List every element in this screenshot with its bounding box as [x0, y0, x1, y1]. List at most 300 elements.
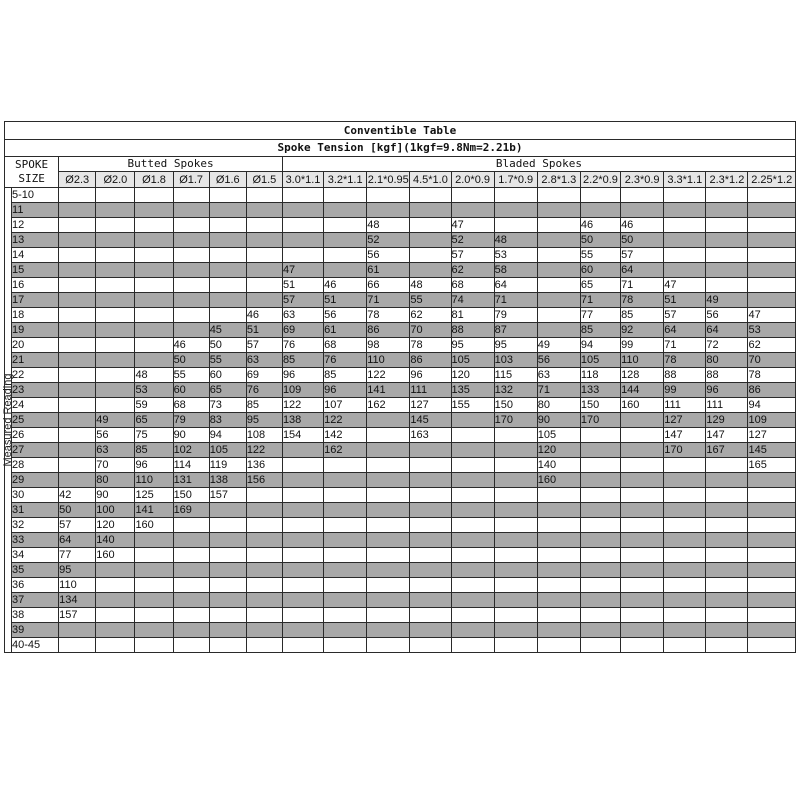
table-cell — [367, 473, 410, 488]
table-cell — [494, 218, 537, 233]
table-cell — [410, 623, 451, 638]
table-cell — [621, 503, 664, 518]
row-label: 19 — [12, 323, 59, 338]
column-header: 2.25*1.2 — [748, 172, 796, 188]
table-row — [5, 218, 796, 233]
table-cell: 85 — [324, 368, 367, 383]
table-cell — [621, 533, 664, 548]
table-cell — [494, 533, 537, 548]
table-cell — [494, 203, 537, 218]
table-cell — [246, 203, 282, 218]
table-cell — [367, 593, 410, 608]
column-header: 2.3*1.2 — [706, 172, 748, 188]
table-cell — [173, 308, 209, 323]
table-cell: 163 — [410, 428, 451, 443]
table-cell — [621, 203, 664, 218]
table-cell — [706, 488, 748, 503]
table-cell: 133 — [580, 383, 620, 398]
table-cell: 76 — [282, 338, 323, 353]
table-cell: 88 — [706, 368, 748, 383]
table-cell — [748, 473, 796, 488]
table-cell — [324, 458, 367, 473]
table-cell — [748, 593, 796, 608]
table-cell — [96, 353, 135, 368]
table-cell — [410, 188, 451, 203]
table-cell: 48 — [135, 368, 173, 383]
table-cell — [59, 428, 96, 443]
column-header: Ø1.8 — [135, 172, 173, 188]
row-label: 5-10 — [12, 188, 59, 203]
table-cell — [664, 593, 706, 608]
table-cell — [324, 548, 367, 563]
table-cell: 103 — [494, 353, 537, 368]
table-cell: 111 — [410, 383, 451, 398]
table-cell: 48 — [367, 218, 410, 233]
table-cell — [246, 233, 282, 248]
row-label: 40-45 — [12, 638, 59, 653]
table-cell — [748, 203, 796, 218]
table-cell — [748, 263, 796, 278]
table-cell — [173, 518, 209, 533]
table-cell: 109 — [748, 413, 796, 428]
table-cell: 57 — [664, 308, 706, 323]
table-cell — [537, 623, 580, 638]
table-row — [5, 383, 796, 398]
column-header: 4.5*1.0 — [410, 172, 451, 188]
table-cell: 122 — [367, 368, 410, 383]
table-cell — [451, 488, 494, 503]
table-cell: 167 — [706, 443, 748, 458]
table-cell — [410, 638, 451, 653]
table-cell — [537, 563, 580, 578]
table-cell — [135, 293, 173, 308]
table-row — [5, 278, 796, 293]
table-cell — [706, 518, 748, 533]
table-cell — [59, 458, 96, 473]
table-cell — [173, 593, 209, 608]
table-cell — [706, 503, 748, 518]
table-cell: 70 — [748, 353, 796, 368]
row-label: 35 — [12, 563, 59, 578]
table-cell — [367, 428, 410, 443]
table-row — [5, 638, 796, 653]
table-cell — [580, 563, 620, 578]
table-cell — [324, 578, 367, 593]
table-cell — [537, 233, 580, 248]
table-cell — [324, 563, 367, 578]
table-row — [5, 263, 796, 278]
table-cell — [410, 458, 451, 473]
table-cell — [246, 293, 282, 308]
table-cell — [209, 533, 246, 548]
table-cell — [173, 278, 209, 293]
table-cell — [451, 593, 494, 608]
table-cell: 157 — [59, 608, 96, 623]
table-cell — [324, 608, 367, 623]
table-cell: 145 — [748, 443, 796, 458]
table-cell: 110 — [135, 473, 173, 488]
table-cell — [580, 548, 620, 563]
table-cell: 56 — [367, 248, 410, 263]
table-cell — [537, 518, 580, 533]
table-cell — [580, 623, 620, 638]
table-cell: 77 — [59, 548, 96, 563]
table-cell — [96, 323, 135, 338]
table-cell — [59, 368, 96, 383]
table-cell — [282, 473, 323, 488]
table-cell: 147 — [706, 428, 748, 443]
table-cell — [96, 383, 135, 398]
table-cell — [537, 263, 580, 278]
table-cell: 127 — [410, 398, 451, 413]
table-cell — [664, 548, 706, 563]
table-cell: 120 — [96, 518, 135, 533]
table-cell — [59, 233, 96, 248]
table-cell — [748, 278, 796, 293]
table-cell: 55 — [209, 353, 246, 368]
table-cell — [664, 263, 706, 278]
table-cell — [580, 578, 620, 593]
table-cell: 92 — [621, 323, 664, 338]
table-row — [5, 203, 796, 218]
table-cell — [494, 623, 537, 638]
table-cell — [451, 428, 494, 443]
table-cell — [96, 368, 135, 383]
table-cell — [96, 563, 135, 578]
table-cell — [451, 548, 494, 563]
table-cell: 69 — [282, 323, 323, 338]
table-cell: 85 — [580, 323, 620, 338]
table-cell: 66 — [367, 278, 410, 293]
table-cell: 76 — [324, 353, 367, 368]
table-cell — [135, 218, 173, 233]
table-cell: 165 — [748, 458, 796, 473]
table-cell: 160 — [135, 518, 173, 533]
table-cell — [209, 503, 246, 518]
table-cell — [173, 263, 209, 278]
table-cell — [664, 458, 706, 473]
table-cell — [59, 623, 96, 638]
table-cell — [282, 548, 323, 563]
table-cell: 62 — [748, 338, 796, 353]
table-cell: 78 — [748, 368, 796, 383]
table-cell — [173, 638, 209, 653]
table-cell: 60 — [173, 383, 209, 398]
table-cell: 76 — [246, 383, 282, 398]
table-cell: 95 — [59, 563, 96, 578]
table-cell — [494, 443, 537, 458]
table-cell: 63 — [537, 368, 580, 383]
row-label: 29 — [12, 473, 59, 488]
table-cell — [537, 578, 580, 593]
table-cell: 114 — [173, 458, 209, 473]
table-cell — [451, 638, 494, 653]
table-cell — [173, 623, 209, 638]
table-cell — [537, 248, 580, 263]
table-cell — [135, 248, 173, 263]
table-cell — [664, 608, 706, 623]
table-cell: 90 — [173, 428, 209, 443]
table-cell — [96, 278, 135, 293]
table-cell — [664, 188, 706, 203]
table-cell — [410, 518, 451, 533]
table-cell: 65 — [209, 383, 246, 398]
table-cell — [706, 263, 748, 278]
table-cell — [246, 623, 282, 638]
column-header: 3.2*1.1 — [324, 172, 367, 188]
table-cell — [706, 188, 748, 203]
table-cell: 86 — [748, 383, 796, 398]
table-row — [5, 548, 796, 563]
table-cell: 63 — [282, 308, 323, 323]
table-cell: 68 — [173, 398, 209, 413]
table-cell: 52 — [367, 233, 410, 248]
table-cell — [246, 263, 282, 278]
column-header: Ø2.3 — [59, 172, 96, 188]
table-cell — [580, 203, 620, 218]
table-cell — [621, 458, 664, 473]
table-cell — [748, 578, 796, 593]
table-cell: 105 — [451, 353, 494, 368]
table-cell — [494, 593, 537, 608]
bladed-spokes-header: Bladed Spokes — [282, 157, 795, 172]
table-cell — [621, 608, 664, 623]
table-cell — [282, 518, 323, 533]
measured-reading-axis — [2, 188, 14, 653]
table-cell: 122 — [282, 398, 323, 413]
table-cell: 56 — [324, 308, 367, 323]
table-cell — [621, 443, 664, 458]
table-cell — [59, 203, 96, 218]
table-cell — [410, 443, 451, 458]
table-cell: 56 — [96, 428, 135, 443]
table-cell: 170 — [664, 443, 706, 458]
table-cell — [59, 218, 96, 233]
table-cell: 79 — [494, 308, 537, 323]
table-cell — [580, 443, 620, 458]
table-cell: 131 — [173, 473, 209, 488]
table-cell — [580, 458, 620, 473]
table-cell: 61 — [367, 263, 410, 278]
table-cell — [324, 593, 367, 608]
table-cell: 70 — [410, 323, 451, 338]
table-cell — [96, 608, 135, 623]
table-cell: 150 — [580, 398, 620, 413]
table-cell: 162 — [324, 443, 367, 458]
row-label: 30 — [12, 488, 59, 503]
table-cell — [59, 443, 96, 458]
table-cell: 52 — [451, 233, 494, 248]
size-label: SIZE — [18, 172, 45, 185]
table-cell — [209, 518, 246, 533]
table-row — [5, 368, 796, 383]
table-cell — [246, 638, 282, 653]
row-label: 18 — [12, 308, 59, 323]
table-cell: 71 — [621, 278, 664, 293]
table-row — [5, 563, 796, 578]
table-cell — [410, 503, 451, 518]
table-cell — [451, 473, 494, 488]
table-cell — [410, 203, 451, 218]
table-cell — [324, 188, 367, 203]
table-cell: 90 — [96, 488, 135, 503]
table-cell — [664, 203, 706, 218]
table-cell — [410, 608, 451, 623]
table-cell — [209, 563, 246, 578]
table-cell — [664, 233, 706, 248]
table-cell: 75 — [135, 428, 173, 443]
table-cell — [282, 608, 323, 623]
table-cell — [367, 503, 410, 518]
table-cell — [621, 488, 664, 503]
table-cell — [209, 248, 246, 263]
table-cell: 102 — [173, 443, 209, 458]
table-cell — [451, 578, 494, 593]
row-label: 37 — [12, 593, 59, 608]
table-cell — [410, 488, 451, 503]
table-cell: 68 — [324, 338, 367, 353]
row-label: 32 — [12, 518, 59, 533]
table-cell — [367, 608, 410, 623]
column-header: 2.0*0.9 — [451, 172, 494, 188]
table-cell — [451, 608, 494, 623]
table-cell — [621, 518, 664, 533]
table-cell — [451, 533, 494, 548]
table-cell: 63 — [96, 443, 135, 458]
table-cell: 85 — [282, 353, 323, 368]
row-label: 17 — [12, 293, 59, 308]
table-cell: 136 — [246, 458, 282, 473]
table-cell: 53 — [135, 383, 173, 398]
table-cell: 62 — [451, 263, 494, 278]
table-row — [5, 458, 796, 473]
table-cell — [246, 278, 282, 293]
table-cell — [664, 248, 706, 263]
table-cell — [367, 458, 410, 473]
table-cell: 94 — [580, 338, 620, 353]
table-cell: 160 — [96, 548, 135, 563]
table-cell — [537, 488, 580, 503]
table-cell — [367, 578, 410, 593]
table-cell: 129 — [706, 413, 748, 428]
table-cell — [324, 233, 367, 248]
table-cell — [706, 608, 748, 623]
table-cell — [580, 518, 620, 533]
table-cell: 55 — [173, 368, 209, 383]
table-cell: 53 — [494, 248, 537, 263]
table-cell — [494, 608, 537, 623]
table-cell: 46 — [246, 308, 282, 323]
table-cell: 63 — [246, 353, 282, 368]
table-cell — [209, 278, 246, 293]
table-cell — [209, 548, 246, 563]
table-cell — [706, 233, 748, 248]
table-cell — [410, 563, 451, 578]
table-cell: 51 — [664, 293, 706, 308]
table-cell: 127 — [748, 428, 796, 443]
table-cell — [537, 218, 580, 233]
table-cell: 96 — [324, 383, 367, 398]
table-cell — [748, 503, 796, 518]
table-cell — [410, 473, 451, 488]
table-cell: 78 — [367, 308, 410, 323]
table-cell: 61 — [324, 323, 367, 338]
table-cell — [59, 188, 96, 203]
row-label: 12 — [12, 218, 59, 233]
table-cell: 150 — [173, 488, 209, 503]
table-cell — [451, 518, 494, 533]
table-cell: 57 — [621, 248, 664, 263]
column-header: 2.1*0.95 — [367, 173, 409, 186]
table-cell — [621, 578, 664, 593]
table-cell — [664, 533, 706, 548]
table-cell — [621, 188, 664, 203]
table-cell: 111 — [706, 398, 748, 413]
table-cell — [706, 623, 748, 638]
table-cell — [494, 548, 537, 563]
row-label: 33 — [12, 533, 59, 548]
table-cell — [173, 563, 209, 578]
table-cell — [706, 638, 748, 653]
table-cell — [537, 293, 580, 308]
table-row — [5, 428, 796, 443]
table-cell — [706, 203, 748, 218]
table-cell: 95 — [451, 338, 494, 353]
table-cell — [59, 338, 96, 353]
table-cell: 53 — [748, 323, 796, 338]
row-label: 13 — [12, 233, 59, 248]
table-cell: 120 — [451, 368, 494, 383]
table-cell — [494, 638, 537, 653]
table-cell — [748, 608, 796, 623]
table-cell — [246, 518, 282, 533]
table-cell: 78 — [664, 353, 706, 368]
table-row — [5, 188, 796, 203]
table-cell: 134 — [59, 593, 96, 608]
table-cell: 47 — [282, 263, 323, 278]
table-cell: 50 — [59, 503, 96, 518]
table-cell — [282, 248, 323, 263]
table-cell: 71 — [367, 293, 410, 308]
table-cell — [209, 623, 246, 638]
table-cell: 94 — [748, 398, 796, 413]
table-cell: 48 — [494, 233, 537, 248]
table-cell: 77 — [580, 308, 620, 323]
table-cell: 170 — [580, 413, 620, 428]
table-cell — [748, 548, 796, 563]
table-cell — [580, 473, 620, 488]
table-cell — [135, 548, 173, 563]
table-cell — [282, 533, 323, 548]
table-cell: 55 — [410, 293, 451, 308]
table-cell: 135 — [451, 383, 494, 398]
table-cell: 64 — [59, 533, 96, 548]
table-cell — [173, 323, 209, 338]
table-cell: 90 — [537, 413, 580, 428]
table-cell — [451, 203, 494, 218]
table-cell: 47 — [748, 308, 796, 323]
table-cell — [209, 233, 246, 248]
table-cell — [209, 203, 246, 218]
table-cell — [173, 608, 209, 623]
table-cell — [451, 458, 494, 473]
table-cell — [494, 188, 537, 203]
table-cell — [580, 188, 620, 203]
table-row — [5, 518, 796, 533]
table-cell: 58 — [494, 263, 537, 278]
table-cell — [494, 518, 537, 533]
table-cell: 160 — [537, 473, 580, 488]
